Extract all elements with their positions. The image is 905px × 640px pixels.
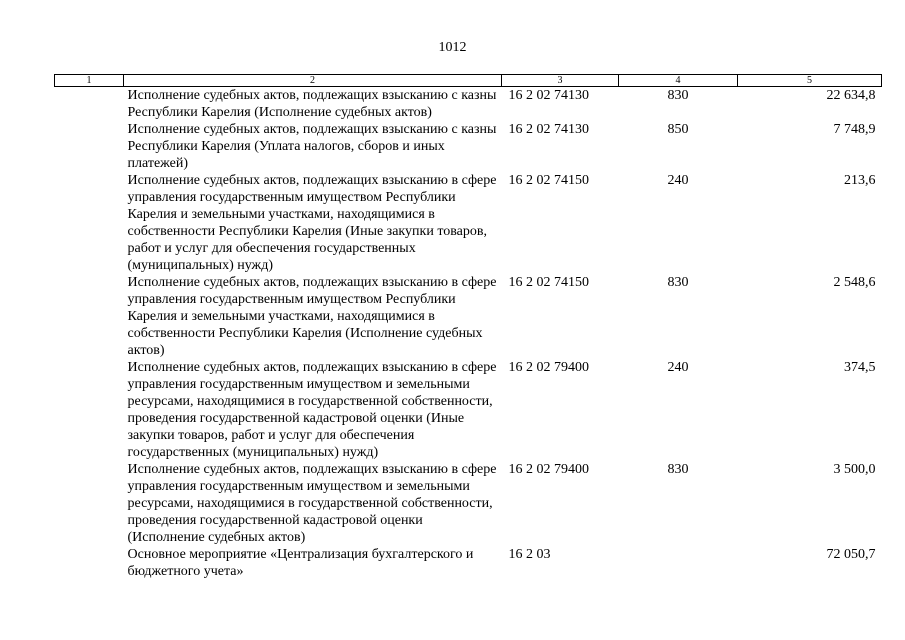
table-row xyxy=(55,274,882,359)
target-article-code-cell: 16 2 02 74150 xyxy=(508,173,589,188)
expense-type-cell xyxy=(619,546,738,580)
target-article-code-cell: 16 2 02 74130 xyxy=(508,88,589,103)
target-article-code-cell: 16 2 02 74150 xyxy=(508,275,589,290)
table-row xyxy=(55,546,882,580)
header-col-2: 2 xyxy=(124,75,502,87)
row-number-cell xyxy=(55,172,124,274)
amount-cell: 7 748,9 xyxy=(833,122,876,137)
target-article-code-cell: 16 2 02 74130 xyxy=(508,122,589,137)
expense-type-cell: 240 xyxy=(667,173,689,188)
amount-cell: 374,5 xyxy=(844,360,876,375)
table-body xyxy=(55,87,882,581)
table-row xyxy=(55,359,882,461)
row-number-cell xyxy=(55,546,124,580)
expense-type-cell: 830 xyxy=(667,88,689,103)
amount-cell: 3 500,0 xyxy=(833,462,876,477)
row-number-cell xyxy=(55,359,124,461)
expense-name-cell: Исполнение судебных актов, подлежащих взысканию в сфере управления государственным имуществом Республики Карелия и земельными участками, находящимися в собственности Республики Карелия (Исполнение судебных актов) xyxy=(127,275,497,358)
amount-cell: 213,6 xyxy=(844,173,876,188)
expense-type-cell: 830 xyxy=(667,275,689,290)
expense-name-cell: Исполнение судебных актов, подлежащих взысканию с казны Республики Карелия (Уплата налогов, сборов и иных платежей) xyxy=(127,122,497,171)
header-col-5: 5 xyxy=(738,75,882,87)
page-number: 1012 xyxy=(438,40,467,55)
table-header xyxy=(55,75,882,87)
amount-cell: 2 548,6 xyxy=(833,275,876,290)
row-number-cell xyxy=(55,87,124,122)
table-row xyxy=(55,87,882,122)
target-article-code-cell: 16 2 02 79400 xyxy=(508,462,589,477)
expense-type-cell: 830 xyxy=(667,462,689,477)
table-row xyxy=(55,121,882,172)
expense-name-cell: Исполнение судебных актов, подлежащих взысканию в сфере управления государственным имуществом и земельными ресурсами, находящимися в государственной собственности, проведения государственной кадастровой оценки (Иные закупки товаров, работ и услуг для обеспечения государственных (муниципальных) нужд) xyxy=(127,360,497,460)
expense-name-cell: Исполнение судебных актов, подлежащих взысканию с казны Республики Карелия (Исполнение судебных актов) xyxy=(127,88,497,120)
amount-cell: 72 050,7 xyxy=(826,547,876,562)
expense-type-cell: 850 xyxy=(667,122,689,137)
amount-cell: 22 634,8 xyxy=(826,88,876,103)
header-col-4: 4 xyxy=(619,75,738,87)
header-col-3: 3 xyxy=(502,75,619,87)
table-row xyxy=(55,172,882,274)
header-col-1: 1 xyxy=(55,75,124,87)
expense-name-cell: Исполнение судебных актов, подлежащих взысканию в сфере управления государственным имуществом и земельными ресурсами, находящимися в государственной собственности, проведения государственной кадастровой оценки (Исполнение судебных актов) xyxy=(127,462,497,545)
table-row xyxy=(55,461,882,546)
target-article-code-cell: 16 2 02 79400 xyxy=(508,360,589,375)
budget-table xyxy=(54,74,882,580)
row-number-cell xyxy=(55,461,124,546)
expense-name-cell: Основное мероприятие «Централизация бухгалтерского и бюджетного учета» xyxy=(127,547,474,579)
expense-name-cell: Исполнение судебных актов, подлежащих взысканию в сфере управления государственным имуществом Республики Карелия и земельными участками, находящимися в собственности Республики Карелия (Иные закупки товаров, работ и услуг для обеспечения государственных (муниципальных) нужд) xyxy=(127,173,497,273)
header-row xyxy=(55,75,882,87)
row-number-cell xyxy=(55,274,124,359)
row-number-cell xyxy=(55,121,124,172)
expense-type-cell: 240 xyxy=(667,360,689,375)
target-article-code-cell: 16 2 03 xyxy=(508,547,551,562)
